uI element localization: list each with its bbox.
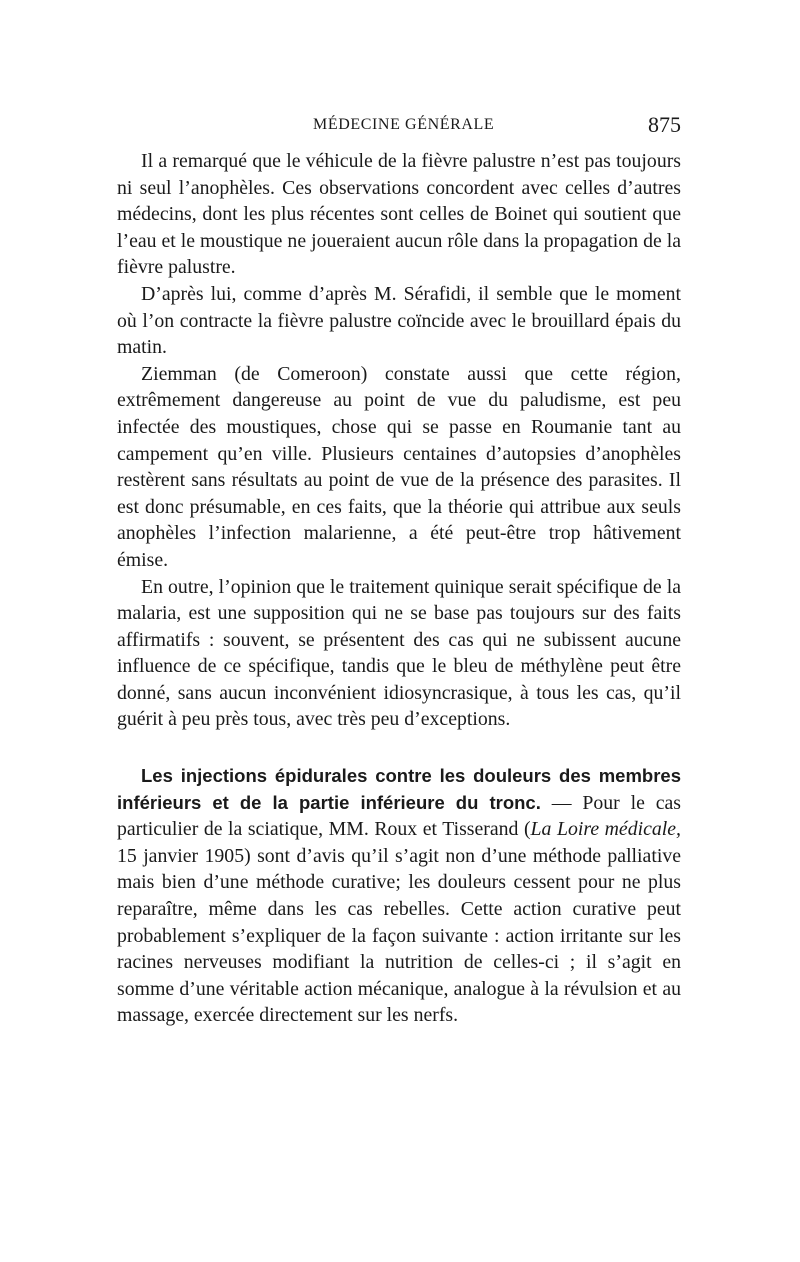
page-number: 875 xyxy=(648,112,681,137)
section-text-body: 15 janvier 1905) sont d’avis qu’il s’agit non d’une méthode palliative mais bien d’une méthode curative; les douleurs cessent pour ne plus reparaître, même dans les cas rebelles. Cette action curative peut probablement s’expliquer de la façon suivante : action irritante sur les racines nerveuses modifiant la nutrition de celles-ci ; il s’agit en somme d’une véritable action mécanique, analogue à la révulsion et au massage, exercée directement sur les nerfs. xyxy=(117,844,681,1027)
section-epidural-injections xyxy=(117,763,681,1029)
section-heading: Les injections épidurales contre les douleurs des membres inférieurs et de la partie inférieure du tronc. xyxy=(117,765,681,813)
body-text xyxy=(117,148,681,733)
section-paragraph xyxy=(117,763,681,1029)
running-title: MÉDECINE GÉNÉRALE xyxy=(313,116,495,133)
paragraph: Ziemman (de Comeroon) constate aussi que cette région, extrêmement dangereuse au point de vue du paludisme, est peu infectée des moustiques, chose qui se passe en Roumanie tant au campement qu’en ville. Plusieurs centaines d’autopsies d’anophèles restèrent sans résultats au point de vue de la présence des parasites. Il est donc présumable, en ces faits, que la théorie qui attribue aux seuls anophèles l’infection malarienne, a été peut-être trop hâtivement émise. xyxy=(117,362,681,571)
paragraph: Il a remarqué que le véhicule de la fièvre palustre n’est pas toujours ni seul l’anophèles. Ces observations concordent avec celles d’autres médecins, dont les plus récentes sont celles de Boinet qui soutient que l’eau et le moustique ne joueraient aucun rôle dans la propagation de la fièvre palustre. xyxy=(117,150,681,279)
paragraph: En outre, l’opinion que le traitement quinique serait spécifique de la malaria, est une supposition qui ne se base pas toujours sur des faits affirmatifs : souvent, se présentent des cas qui ne subissent aucune influence de ce spécifique, tandis que le bleu de méthylène peut être donné, sans aucun inconvénient idiosyncrasique, à tous les cas, qu’il guérit à peu près tous, avec très peu d’exceptions. xyxy=(117,575,681,731)
paragraph: D’après lui, comme d’après M. Sérafidi, il semble que le moment où l’on contracte la fièvre palustre coïncide avec le brouillard épais du matin. xyxy=(117,282,681,359)
book-page xyxy=(117,108,681,1029)
citation-journal: La Loire médicale, xyxy=(530,818,681,841)
running-header xyxy=(117,108,681,140)
section-text-lead: — Pour le cas particulier de la sciatique, MM. Roux et Tisserand ( xyxy=(117,791,681,841)
